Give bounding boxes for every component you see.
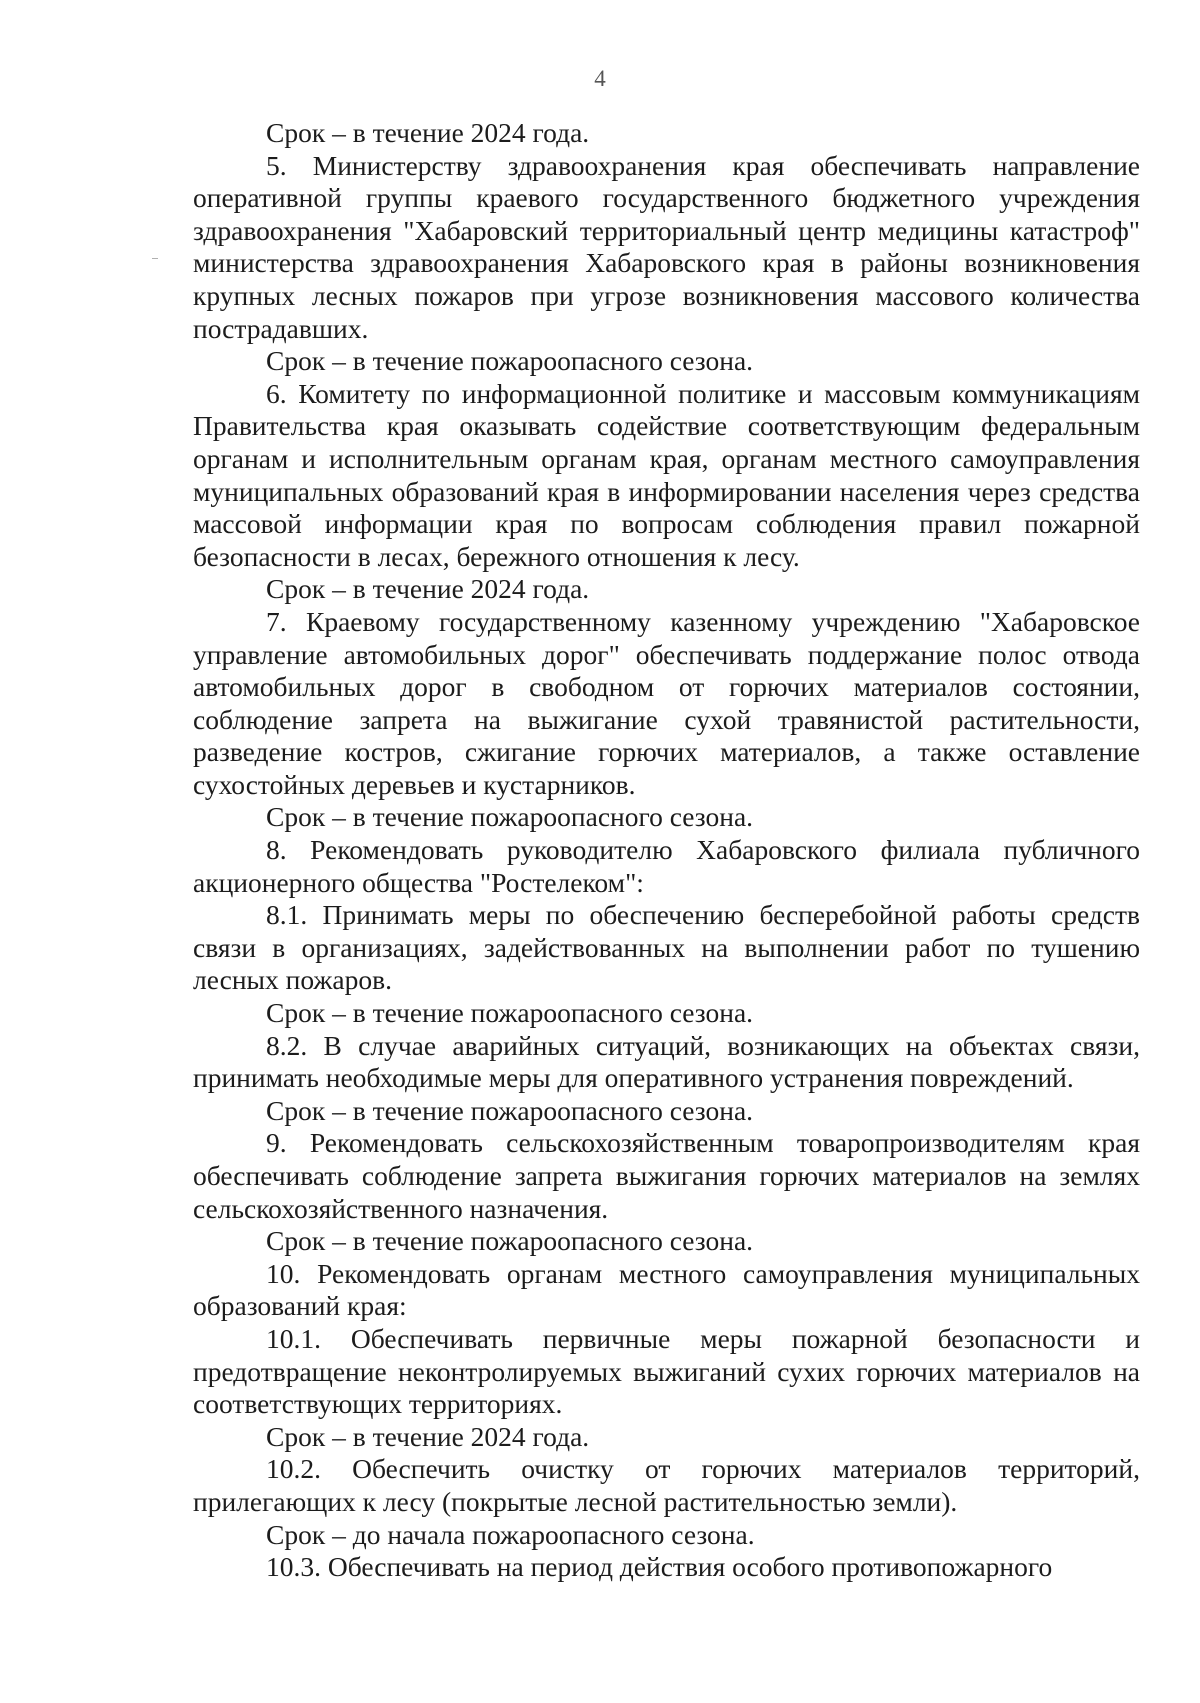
deadline-line: Срок – в течение 2024 года. [266, 573, 590, 605]
clause-10-2: 10.2. Обеспечить очистку от горючих материалов территорий, прилегающих к лесу (покрытые лесной растительностью земли). [193, 1453, 1140, 1517]
margin-mark [152, 258, 158, 259]
clause-8-1: 8.1. Принимать меры по обеспечению бесперебойной работы средств связи в организациях, задействованных на выполнении работ по тушению лесных пожаров. [193, 899, 1140, 996]
deadline-line: Срок – в течение пожароопасного сезона. [266, 1094, 754, 1126]
clause-10-3: 10.3. Обеспечивать на период действия особого противопожарного [266, 1551, 1053, 1583]
clause-8: 8. Рекомендовать руководителю Хабаровского филиала публичного акционерного общества "Ростелеком": [193, 834, 1140, 898]
clause-10: 10. Рекомендовать органам местного самоуправления муниципальных образований края: [193, 1257, 1140, 1322]
page-number: 4 [594, 66, 606, 91]
clause-5: 5. Министерству здравоохранения края обеспечивать направление оперативной группы краевого государственного бюджетного учреждения здравоохранения "Хабаровский территориальный центр медицины катастроф" министерства здравоохранения Хабаровского края в районы возникновения крупных лесных пожаров при угрозе возникновения массового количества пострадавших. [193, 149, 1140, 344]
document-body [193, 117, 1140, 1584]
deadline-line: Срок – в течение пожароопасного сезона. [266, 997, 754, 1029]
clause-7: 7. Краевому государственному казенному учреждению "Хабаровское управление автомобильных дорог" обеспечивать поддержание полос отвода автомобильных дорог в свободном от горючих материалов состоянии, соблюдение запрета на выжигание сухой травянистой растительности, разведение костров, сжигание горючих материалов, а также оставление сухостойных деревьев и кустарников. [193, 605, 1140, 800]
deadline-line: Срок – в течение 2024 года. [266, 117, 590, 148]
deadline-line: Срок – в течение пожароопасного сезона. [266, 345, 754, 377]
clause-9: 9. Рекомендовать сельскохозяйственным товаропроизводителям края обеспечивать соблюдение запрета выжигания горючих материалов на землях сельскохозяйственного назначения. [193, 1127, 1140, 1224]
deadline-line: Срок – до начала пожароопасного сезона. [266, 1518, 755, 1550]
deadline-line: Срок – в течение пожароопасного сезона. [266, 1225, 754, 1257]
deadline-line: Срок – в течение 2024 года. [266, 1420, 590, 1452]
clause-10-1: 10.1. Обеспечивать первичные меры пожарной безопасности и предотвращение неконтролируемых выжиганий сухих горючих материалов на соответствующих территориях. [193, 1322, 1140, 1420]
deadline-line: Срок – в течение пожароопасного сезона. [266, 801, 754, 833]
clause-6: 6. Комитету по информационной политике и массовым коммуникациям Правительства края оказывать содействие соответствующим федеральным органам и исполнительным органам края, органам местного самоуправления муниципальных образований края в информировании населения через средства массовой информации края по вопросам соблюдения правил пожарной безопасности в лесах, бережного отношения к лесу. [193, 377, 1140, 572]
clause-8-2: 8.2. В случае аварийных ситуаций, возникающих на объектах связи, принимать необходимые меры для оперативного устранения повреждений. [193, 1029, 1140, 1094]
